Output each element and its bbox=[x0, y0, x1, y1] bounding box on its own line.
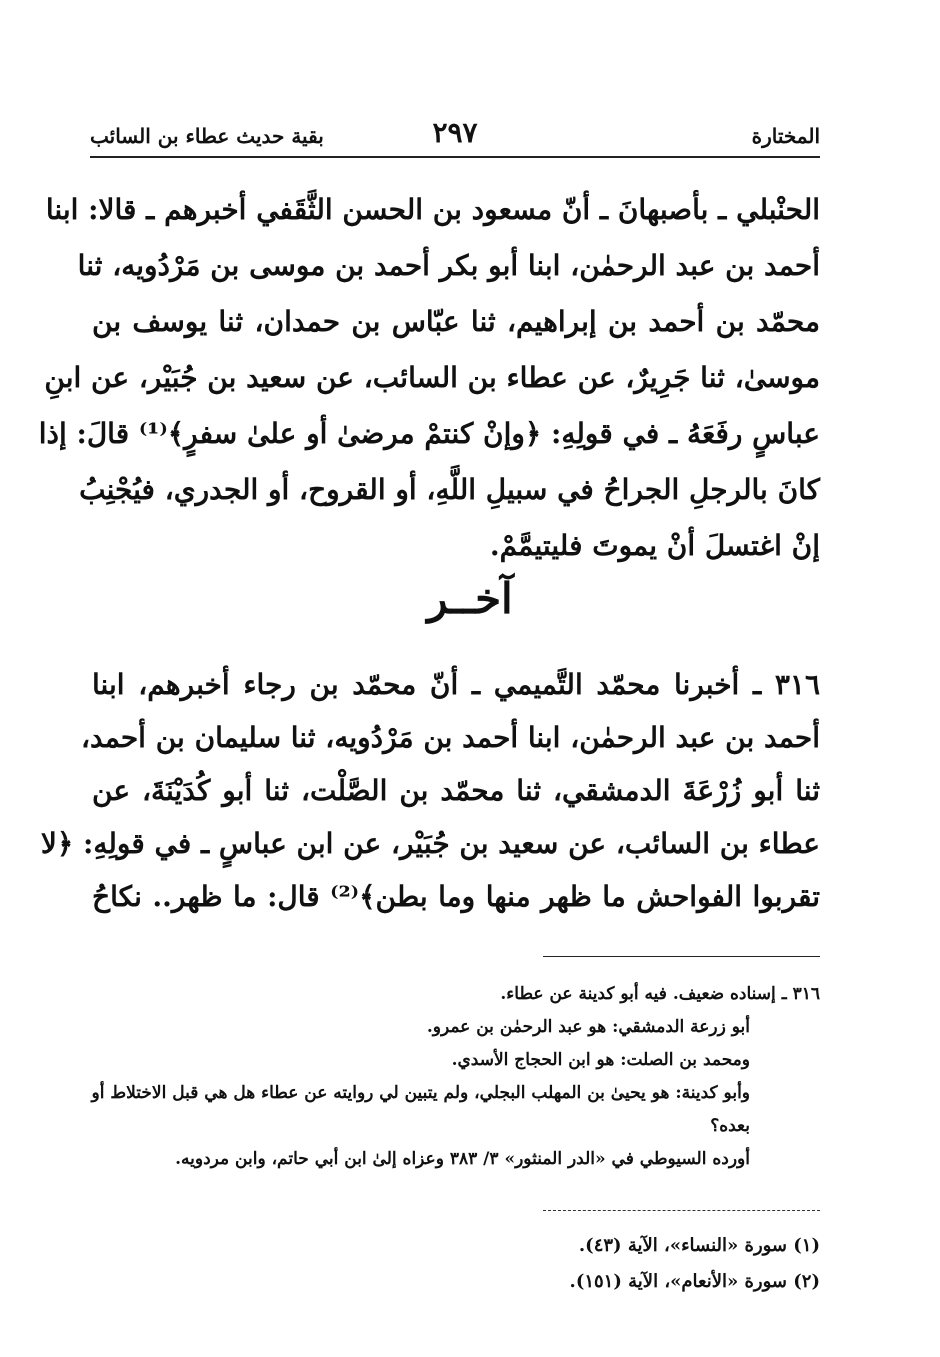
footnote-rule bbox=[543, 956, 820, 957]
header-rule bbox=[90, 156, 820, 158]
text-line: أحمد بن عبد الرحمٰن، ابنا أبو بكر أحمد بن موسى بن مَرْدُويه، ثنا bbox=[77, 249, 820, 282]
text-line: إنْ اغتسلَ أنْ يموتَ فليتيمَّمْ. bbox=[489, 529, 820, 562]
note-line: أبو زرعة الدمشقي: هو عبد الرحمٰن بن عمرو. bbox=[426, 1017, 750, 1037]
page-number: ٢٩٧ bbox=[432, 116, 478, 149]
commentary-notes bbox=[85, 978, 820, 1176]
text-line: الحنْبلي ـ بأصبهانَ ـ أنّ مسعود بن الحسن الثَّقَفي أخبرهم ـ قالا: ابنا bbox=[45, 193, 820, 226]
text-line: محمّد بن أحمد بن إبراهيم، ثنا عبّاس بن حمدان، ثنا يوسف بن bbox=[92, 305, 820, 338]
note-line: ٣١٦ ـ إسناده ضعيف. فيه أبو كدينة عن عطاء. bbox=[500, 984, 820, 1004]
note-line: أورده السيوطي في «الدر المنثور» ٣/ ٣٨٣ وعزاه إلىٰ ابن أبي حاتم، وابن مردويه. bbox=[175, 1149, 750, 1169]
book-title: المختارة bbox=[751, 124, 820, 148]
quran-references bbox=[400, 1228, 820, 1300]
reference-line: (٢) سورة «الأنعام»، الآية (١٥١). bbox=[569, 1271, 820, 1292]
text-line: موسىٰ، ثنا جَرِيرٌ، عن عطاء بن السائب، عن سعيد بن جُبَيْر، عن ابنِ bbox=[44, 361, 820, 394]
main-text-block-2 bbox=[40, 658, 820, 923]
text-line: أحمد بن عبد الرحمٰن، ابنا أحمد بن مَرْدُويه، ثنا سليمان بن أحمد، bbox=[80, 721, 820, 754]
page-header bbox=[90, 116, 820, 156]
main-text-block-1 bbox=[38, 182, 820, 574]
text-line: كانَ بالرجلِ الجراحُ في سبيلِ اللَّهِ، أو القروح، أو الجدري، فيُجْنِبُ bbox=[79, 473, 820, 506]
section-heading: آخــر bbox=[427, 574, 513, 623]
text-line: عطاء بن السائب، عن سعيد بن جُبَيْر، عن ابن عباسٍ ـ في قولِهِ: ﴿لا bbox=[40, 827, 820, 860]
note-line: وأبو كدينة: هو يحيىٰ بن المهلب البجلي، ولم يتبين لي روايته عن عطاء هل هي قبل الاختلاط أو بعده؟ bbox=[91, 1083, 750, 1136]
running-section-title: بقية حديث عطاء بن السائب bbox=[90, 124, 324, 148]
text-line: ٣١٦ ـ أخبرنا محمّد التَّميمي ـ أنّ محمّد بن رجاء أخبرهم، ابنا bbox=[92, 668, 820, 701]
note-line: ومحمد بن الصلت: هو ابن الحجاج الأسدي. bbox=[451, 1050, 750, 1070]
text-line: ثنا أبو زُرْعَةَ الدمشقي، ثنا محمّد بن الصَّلْت، ثنا أبو كُدَيْنَةَ، عن bbox=[92, 774, 820, 807]
reference-line: (١) سورة «النساء»، الآية (٤٣). bbox=[578, 1235, 820, 1256]
references-rule bbox=[543, 1210, 820, 1211]
text-line: عباسٍ رفَعَهُ ـ في قولِهِ: ﴿وإنْ كنتمْ مرضىٰ أو علىٰ سفرٍ﴾⁽¹⁾ قالَ: إذا bbox=[38, 417, 820, 450]
text-line: تقربوا الفواحش ما ظهر منها وما بطن﴾⁽²⁾ قال: ما ظهر.. نكاحُ bbox=[92, 880, 820, 913]
